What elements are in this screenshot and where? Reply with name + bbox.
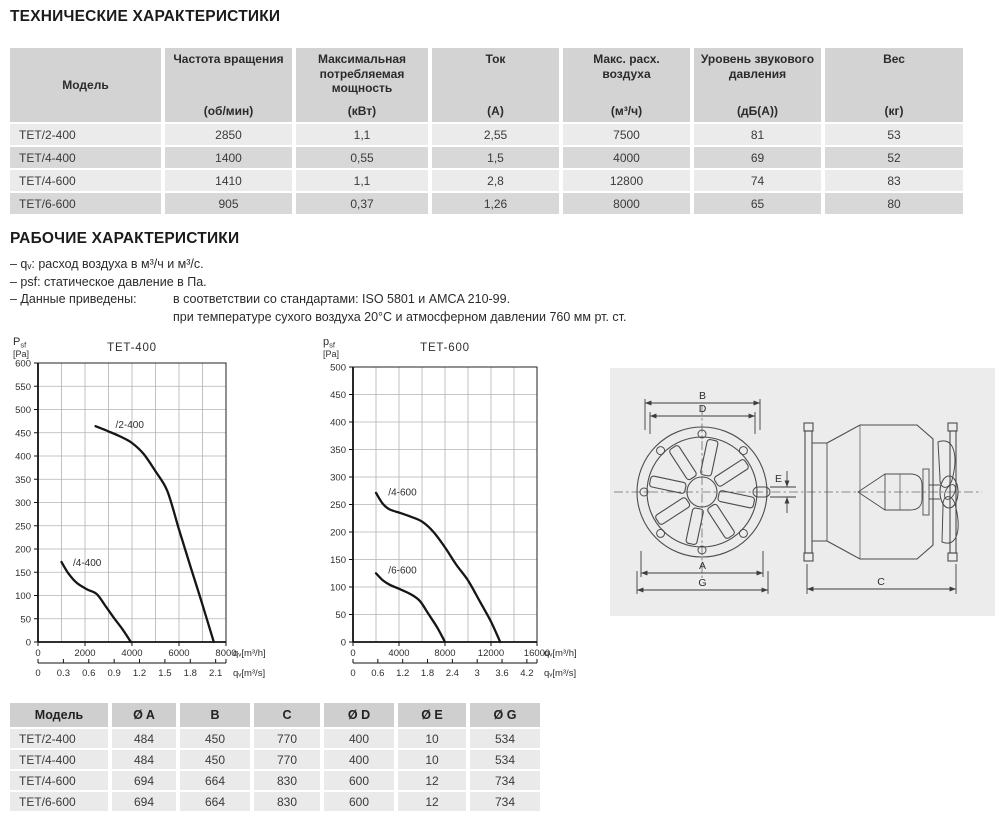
table-header-row: [10, 48, 963, 122]
performance-chart-tet-400: [0, 333, 300, 688]
table-cell: 484: [112, 729, 176, 748]
table-row: [10, 771, 540, 790]
table-cell: 74: [694, 170, 821, 191]
svg-text:8000: 8000: [434, 648, 456, 659]
svg-text:/4-600: /4-600: [388, 487, 417, 499]
table-cell: 830: [254, 792, 320, 811]
svg-text:0: 0: [35, 668, 41, 679]
table-cell: 7500: [563, 124, 690, 145]
svg-text:qᵥ[m³/h]: qᵥ[m³/h]: [544, 648, 577, 659]
col-title: Ток: [485, 52, 506, 66]
svg-text:450: 450: [15, 428, 31, 440]
svg-text:/6-600: /6-600: [388, 565, 417, 577]
table-cell: 664: [180, 792, 250, 811]
table-cell: 450: [180, 729, 250, 748]
svg-text:0: 0: [340, 637, 346, 649]
table-cell: 600: [324, 792, 394, 811]
note-label: – Данные приведены:: [10, 292, 137, 306]
series-curve-/4-400: [62, 562, 131, 642]
col-title: Макс. расх. воздуха: [593, 52, 660, 81]
dim-label-c: C: [877, 576, 885, 588]
page-title: ТЕХНИЧЕСКИЕ ХАРАКТЕРИСТИКИ: [10, 8, 281, 25]
section-title: РАБОЧИЕ ХАРАКТЕРИСТИКИ: [10, 230, 240, 247]
svg-text:0.3: 0.3: [56, 668, 70, 679]
table-row: [10, 147, 963, 168]
col-title: Частота вращения: [173, 52, 284, 66]
series-curve-/2-400: [96, 426, 214, 642]
col-speed: [165, 48, 292, 122]
col-model: [10, 48, 161, 122]
svg-text:100: 100: [330, 582, 346, 594]
table-row: [10, 750, 540, 769]
series-curve-/6-600: [376, 573, 445, 642]
table-cell: 694: [112, 792, 176, 811]
table-cell: 400: [324, 750, 394, 769]
cell-model: TET/4-600: [10, 771, 108, 790]
table-cell: 2,8: [432, 170, 559, 191]
svg-text:1.2: 1.2: [396, 668, 410, 679]
table-row: [10, 124, 963, 145]
table-cell: 770: [254, 750, 320, 769]
cell-model: TET/4-600: [10, 170, 161, 191]
table-cell: 1410: [165, 170, 292, 191]
svg-text:0: 0: [350, 668, 356, 679]
table-cell: 12: [398, 771, 466, 790]
dim-label-d: D: [698, 403, 707, 415]
dims-col-d: Ø D: [324, 703, 394, 727]
svg-text:qᵥ[m³/h]: qᵥ[m³/h]: [233, 648, 266, 659]
dim-label-a: A: [698, 560, 707, 572]
table-cell: 1,1: [296, 124, 428, 145]
svg-text:600: 600: [15, 358, 31, 370]
dimension-lines: [637, 399, 956, 594]
table-cell: 534: [470, 729, 540, 748]
performance-chart-tet-600: [310, 333, 600, 688]
svg-text:200: 200: [330, 527, 346, 539]
svg-text:0: 0: [25, 637, 31, 649]
dimensions-drawing-panel: [610, 368, 995, 616]
svg-text:qᵥ[m³/s]: qᵥ[m³/s]: [233, 668, 266, 679]
svg-text:500: 500: [330, 362, 346, 374]
svg-text:100: 100: [15, 591, 31, 602]
svg-text:Psf: $P_{sf}$: [13, 336, 27, 350]
table-cell: 734: [470, 792, 540, 811]
dimensions-table: [6, 701, 544, 813]
cell-model: TET/6-600: [10, 193, 161, 214]
table-cell: 694: [112, 771, 176, 790]
svg-text:1.8: 1.8: [420, 668, 435, 679]
table-cell: 1,5: [432, 147, 559, 168]
svg-text:300: 300: [330, 472, 346, 484]
svg-text:250: 250: [330, 500, 346, 511]
svg-text:50: 50: [20, 614, 31, 626]
svg-text:/4-400: /4-400: [73, 558, 102, 570]
cell-model: TET/6-600: [10, 792, 108, 811]
svg-text:350: 350: [330, 445, 346, 456]
svg-text:1.8: 1.8: [183, 668, 197, 679]
table-cell: 4000: [563, 147, 690, 168]
svg-text:400: 400: [15, 451, 31, 463]
table-row: [10, 193, 963, 214]
svg-text:2000: 2000: [74, 648, 96, 659]
svg-text:150: 150: [330, 555, 346, 566]
svg-text:2.1: 2.1: [209, 668, 223, 679]
table-cell: 69: [694, 147, 821, 168]
table-cell: 12800: [563, 170, 690, 191]
chart-svg: [0, 333, 300, 683]
table-cell: 0,55: [296, 147, 428, 168]
col-unit: (А): [487, 103, 504, 118]
table-header-row: [10, 703, 540, 727]
svg-text:TET-600: TET-600: [420, 342, 470, 354]
table-cell: 1400: [165, 147, 292, 168]
note-line: – psf: статическое давление в Па.: [10, 274, 207, 289]
svg-text:250: 250: [15, 521, 31, 533]
dims-col-c: C: [254, 703, 320, 727]
dims-col-b: B: [180, 703, 250, 727]
table-row: [10, 729, 540, 748]
svg-text:0: 0: [350, 648, 356, 659]
table-cell: 65: [694, 193, 821, 214]
table-cell: 400: [324, 729, 394, 748]
tech-specs-header: [10, 48, 963, 122]
col-unit: (м³/ч): [610, 103, 643, 118]
svg-text:4000: 4000: [121, 648, 143, 659]
table-cell: 600: [324, 771, 394, 790]
table-cell: 664: [180, 771, 250, 790]
table-row: [10, 792, 540, 811]
svg-text:450: 450: [330, 390, 346, 401]
table-cell: 1,26: [432, 193, 559, 214]
cell-model: TET/4-400: [10, 750, 108, 769]
dimension-labels: [698, 390, 885, 589]
col-title: Максимальная потребляемая мощность: [317, 52, 407, 95]
table-cell: 81: [694, 124, 821, 145]
col-title: Модель: [62, 77, 109, 92]
svg-text:/2-400: /2-400: [115, 420, 144, 432]
svg-text:200: 200: [15, 544, 31, 556]
svg-text:0: 0: [35, 648, 41, 659]
table-cell: 12: [398, 792, 466, 811]
svg-text:500: 500: [15, 405, 31, 416]
dims-col-e: Ø E: [398, 703, 466, 727]
table-cell: 0,37: [296, 193, 428, 214]
table-cell: 830: [254, 771, 320, 790]
svg-text:3.6: 3.6: [495, 668, 509, 679]
col-unit: (кг): [884, 103, 904, 118]
dims-col-g: Ø G: [470, 703, 540, 727]
col-power: [296, 48, 428, 122]
svg-text:0.6: 0.6: [371, 668, 385, 679]
note-line: при температуре сухого воздуха 20°C и атмосферном давлении 760 мм рт. ст.: [173, 309, 627, 324]
svg-text:[Pa]: [Pa]: [13, 349, 30, 359]
table-cell: 534: [470, 750, 540, 769]
table-cell: 52: [825, 147, 963, 168]
tech-specs-table: [6, 46, 967, 216]
table-row: [10, 170, 963, 191]
svg-text:16000: 16000: [523, 648, 551, 659]
table-cell: 2850: [165, 124, 292, 145]
table-cell: 80: [825, 193, 963, 214]
col-unit: (дБ(А)): [737, 103, 778, 118]
svg-text:TET-400: TET-400: [107, 342, 157, 354]
col-noise: [694, 48, 821, 122]
table-cell: 8000: [563, 193, 690, 214]
col-title: Вес: [883, 52, 905, 66]
dim-label-e: E: [774, 473, 782, 485]
chart-svg: [310, 333, 600, 683]
note-line: – qᵥ: расход воздуха в м³/ч и м³/с.: [10, 257, 204, 271]
svg-text:psf: $p_{sf}$: [323, 336, 335, 350]
svg-text:8000: 8000: [215, 648, 237, 659]
svg-text:350: 350: [15, 474, 31, 486]
table-cell: 770: [254, 729, 320, 748]
cell-model: TET/4-400: [10, 147, 161, 168]
table-cell: 484: [112, 750, 176, 769]
svg-text:4.2: 4.2: [520, 668, 534, 679]
col-unit: (кВт): [347, 103, 377, 118]
svg-text:550: 550: [15, 381, 31, 393]
svg-text:12000: 12000: [477, 648, 505, 659]
col-weight: [825, 48, 963, 122]
dim-label-g: G: [698, 577, 707, 589]
svg-text:[Pa]: [Pa]: [323, 349, 340, 359]
table-cell: 2,55: [432, 124, 559, 145]
svg-text:2.4: 2.4: [445, 668, 459, 679]
blade-upper: [938, 441, 955, 488]
table-cell: 905: [165, 193, 292, 214]
svg-text:0.6: 0.6: [82, 668, 96, 679]
cell-model: TET/2-400: [10, 124, 161, 145]
table-cell: 734: [470, 771, 540, 790]
col-unit: (об/мин): [203, 103, 254, 118]
svg-text:300: 300: [15, 498, 31, 509]
dims-col-a: Ø A: [112, 703, 176, 727]
dims-col-model: Модель: [10, 703, 108, 727]
svg-text:3: 3: [474, 668, 480, 679]
svg-text:400: 400: [330, 417, 346, 429]
svg-text:150: 150: [15, 567, 31, 579]
svg-text:50: 50: [335, 610, 346, 621]
cell-model: TET/2-400: [10, 729, 108, 748]
dim-label-b: B: [698, 390, 707, 402]
fan-drawing: [610, 368, 995, 616]
svg-text:6000: 6000: [168, 648, 190, 659]
working-notes: [10, 256, 627, 326]
table-cell: 1,1: [296, 170, 428, 191]
note-text: в соответствии со стандартами: ISO 5801 и AMCA 210-99.: [173, 292, 511, 306]
svg-text:1.5: 1.5: [158, 668, 172, 679]
col-title: Уровень звукового давления: [700, 52, 815, 81]
svg-text:4000: 4000: [388, 648, 410, 659]
table-cell: 10: [398, 750, 466, 769]
table-cell: 450: [180, 750, 250, 769]
note-line: [10, 291, 627, 309]
svg-text:1.2: 1.2: [132, 668, 147, 679]
col-current: [432, 48, 559, 122]
table-cell: 53: [825, 124, 963, 145]
svg-text:qᵥ[m³/s]: qᵥ[m³/s]: [544, 668, 577, 679]
svg-text:0.9: 0.9: [107, 668, 121, 679]
col-airflow: [563, 48, 690, 122]
table-cell: 10: [398, 729, 466, 748]
table-cell: 83: [825, 170, 963, 191]
